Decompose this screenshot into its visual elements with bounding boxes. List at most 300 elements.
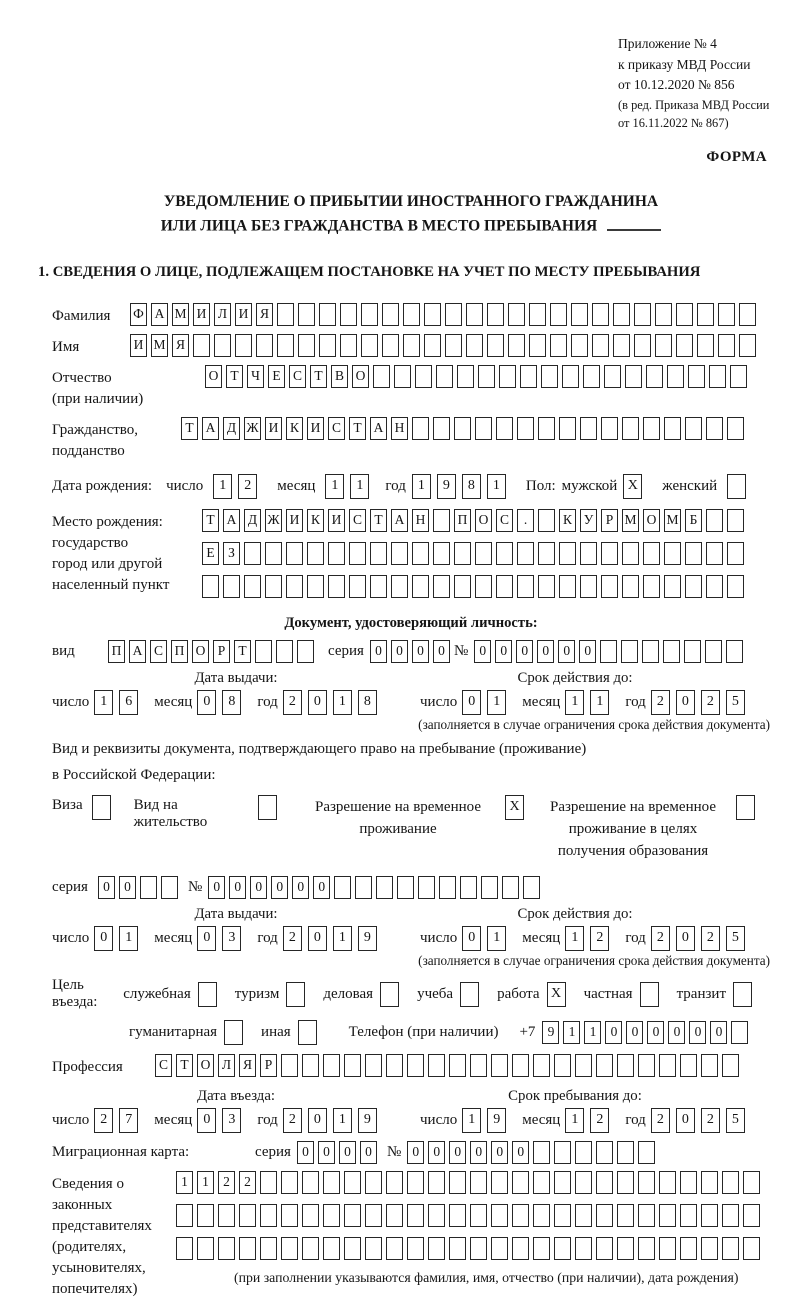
char-cell[interactable] <box>202 575 219 598</box>
char-cell[interactable] <box>218 1204 235 1227</box>
char-cell[interactable]: 0 <box>449 1141 466 1164</box>
char-cell[interactable]: 0 <box>250 876 267 899</box>
char-cell[interactable] <box>613 303 630 326</box>
char-cell[interactable]: . <box>517 509 534 532</box>
birth-month-input[interactable] <box>325 474 375 499</box>
char-cell[interactable] <box>496 542 513 565</box>
char-cell[interactable] <box>394 365 411 388</box>
char-cell[interactable]: И <box>130 334 147 357</box>
char-cell[interactable] <box>412 542 429 565</box>
char-cell[interactable]: И <box>265 417 282 440</box>
char-cell[interactable] <box>475 542 492 565</box>
char-cell[interactable] <box>475 417 492 440</box>
char-cell[interactable] <box>596 1237 613 1260</box>
char-cell[interactable]: 0 <box>689 1021 706 1044</box>
char-cell[interactable] <box>491 1204 508 1227</box>
char-cell[interactable] <box>575 1054 592 1077</box>
char-cell[interactable] <box>621 640 638 663</box>
residence-expiry-month[interactable] <box>565 926 615 951</box>
char-cell[interactable]: А <box>129 640 146 663</box>
char-cell[interactable] <box>260 1171 277 1194</box>
char-cell[interactable] <box>140 876 157 899</box>
char-cell[interactable] <box>403 334 420 357</box>
identity-issue-month[interactable] <box>197 690 247 715</box>
char-cell[interactable]: 2 <box>283 690 302 715</box>
char-cell[interactable]: Р <box>213 640 230 663</box>
birth-place-line2-input[interactable] <box>202 542 748 565</box>
char-cell[interactable] <box>659 1204 676 1227</box>
char-cell[interactable]: 0 <box>407 1141 424 1164</box>
char-cell[interactable]: 0 <box>676 1108 695 1133</box>
char-cell[interactable] <box>512 1237 529 1260</box>
char-cell[interactable] <box>491 1171 508 1194</box>
char-cell[interactable] <box>260 1237 277 1260</box>
migration-card-series-input[interactable] <box>297 1141 381 1164</box>
char-cell[interactable] <box>617 1237 634 1260</box>
migration-card-number-input[interactable] <box>407 1141 659 1164</box>
char-cell[interactable] <box>642 640 659 663</box>
char-cell[interactable] <box>487 303 504 326</box>
residence-issue-year[interactable] <box>283 926 383 951</box>
char-cell[interactable]: 0 <box>229 876 246 899</box>
char-cell[interactable] <box>391 542 408 565</box>
char-cell[interactable] <box>583 365 600 388</box>
char-cell[interactable] <box>298 1020 317 1045</box>
char-cell[interactable]: И <box>193 303 210 326</box>
char-cell[interactable]: 0 <box>208 876 225 899</box>
char-cell[interactable] <box>376 876 393 899</box>
char-cell[interactable] <box>244 575 261 598</box>
char-cell[interactable] <box>487 334 504 357</box>
char-cell[interactable]: 0 <box>516 640 533 663</box>
char-cell[interactable] <box>454 575 471 598</box>
char-cell[interactable]: 0 <box>512 1141 529 1164</box>
purpose-study-checkbox[interactable] <box>460 982 485 1007</box>
patronymic-input[interactable] <box>205 365 751 388</box>
char-cell[interactable] <box>680 1054 697 1077</box>
char-cell[interactable]: 1 <box>333 926 352 951</box>
char-cell[interactable]: 7 <box>119 1108 138 1133</box>
char-cell[interactable] <box>491 1054 508 1077</box>
char-cell[interactable] <box>663 640 680 663</box>
char-cell[interactable] <box>454 542 471 565</box>
char-cell[interactable] <box>418 876 435 899</box>
char-cell[interactable] <box>520 365 537 388</box>
char-cell[interactable]: 0 <box>197 1108 216 1133</box>
char-cell[interactable]: 1 <box>176 1171 193 1194</box>
char-cell[interactable]: М <box>622 509 639 532</box>
char-cell[interactable] <box>449 1204 466 1227</box>
char-cell[interactable] <box>428 1171 445 1194</box>
char-cell[interactable] <box>235 334 252 357</box>
char-cell[interactable] <box>349 542 366 565</box>
char-cell[interactable]: Р <box>260 1054 277 1077</box>
char-cell[interactable] <box>260 1204 277 1227</box>
char-cell[interactable] <box>276 640 293 663</box>
char-cell[interactable]: 1 <box>333 1108 352 1133</box>
char-cell[interactable]: 0 <box>360 1141 377 1164</box>
char-cell[interactable]: 1 <box>412 474 431 499</box>
char-cell[interactable] <box>457 365 474 388</box>
representatives-line1-input[interactable] <box>176 1171 764 1194</box>
char-cell[interactable] <box>512 1171 529 1194</box>
char-cell[interactable]: О <box>352 365 369 388</box>
char-cell[interactable]: О <box>205 365 222 388</box>
char-cell[interactable]: М <box>172 303 189 326</box>
char-cell[interactable]: 0 <box>313 876 330 899</box>
purpose-humanitarian-checkbox[interactable] <box>224 1020 249 1045</box>
char-cell[interactable] <box>727 474 746 499</box>
char-cell[interactable]: А <box>202 417 219 440</box>
char-cell[interactable] <box>470 1237 487 1260</box>
char-cell[interactable]: 1 <box>563 1021 580 1044</box>
char-cell[interactable] <box>176 1237 193 1260</box>
char-cell[interactable] <box>613 334 630 357</box>
char-cell[interactable] <box>655 334 672 357</box>
char-cell[interactable]: А <box>391 509 408 532</box>
char-cell[interactable] <box>680 1204 697 1227</box>
char-cell[interactable] <box>449 1237 466 1260</box>
char-cell[interactable] <box>718 334 735 357</box>
char-cell[interactable] <box>643 542 660 565</box>
char-cell[interactable] <box>365 1171 382 1194</box>
purpose-private-checkbox[interactable] <box>640 982 665 1007</box>
char-cell[interactable] <box>197 1237 214 1260</box>
char-cell[interactable] <box>302 1204 319 1227</box>
char-cell[interactable] <box>445 334 462 357</box>
stay-month[interactable] <box>565 1108 615 1133</box>
char-cell[interactable]: 0 <box>462 690 481 715</box>
char-cell[interactable]: 0 <box>197 926 216 951</box>
char-cell[interactable] <box>685 542 702 565</box>
char-cell[interactable]: 2 <box>701 926 720 951</box>
char-cell[interactable]: 5 <box>726 926 745 951</box>
char-cell[interactable] <box>407 1204 424 1227</box>
char-cell[interactable] <box>706 575 723 598</box>
char-cell[interactable]: 3 <box>222 926 241 951</box>
char-cell[interactable] <box>319 334 336 357</box>
phone-input[interactable] <box>542 1021 752 1044</box>
char-cell[interactable]: О <box>643 509 660 532</box>
char-cell[interactable]: 0 <box>308 690 327 715</box>
char-cell[interactable]: А <box>223 509 240 532</box>
char-cell[interactable] <box>403 303 420 326</box>
identity-doc-series-input[interactable] <box>370 640 454 663</box>
char-cell[interactable]: Т <box>226 365 243 388</box>
char-cell[interactable] <box>730 365 747 388</box>
char-cell[interactable]: 0 <box>558 640 575 663</box>
char-cell[interactable]: 0 <box>318 1141 335 1164</box>
char-cell[interactable] <box>424 334 441 357</box>
char-cell[interactable]: 5 <box>726 690 745 715</box>
purpose-other-checkbox[interactable] <box>298 1020 323 1045</box>
char-cell[interactable] <box>223 575 240 598</box>
char-cell[interactable]: Т <box>234 640 251 663</box>
char-cell[interactable]: У <box>580 509 597 532</box>
char-cell[interactable]: 8 <box>222 690 241 715</box>
char-cell[interactable]: В <box>331 365 348 388</box>
char-cell[interactable] <box>580 542 597 565</box>
char-cell[interactable] <box>496 417 513 440</box>
char-cell[interactable] <box>739 303 756 326</box>
char-cell[interactable] <box>533 1171 550 1194</box>
char-cell[interactable] <box>340 303 357 326</box>
char-cell[interactable] <box>391 575 408 598</box>
char-cell[interactable] <box>349 575 366 598</box>
representatives-line3-input[interactable] <box>176 1237 764 1260</box>
char-cell[interactable] <box>718 303 735 326</box>
char-cell[interactable] <box>592 334 609 357</box>
char-cell[interactable]: И <box>307 417 324 440</box>
char-cell[interactable] <box>224 1020 243 1045</box>
char-cell[interactable] <box>664 417 681 440</box>
char-cell[interactable] <box>424 303 441 326</box>
residence-issue-day[interactable] <box>94 926 144 951</box>
char-cell[interactable]: 0 <box>94 926 113 951</box>
char-cell[interactable]: М <box>664 509 681 532</box>
char-cell[interactable]: 0 <box>98 876 115 899</box>
char-cell[interactable]: 0 <box>491 1141 508 1164</box>
char-cell[interactable] <box>667 365 684 388</box>
char-cell[interactable] <box>433 575 450 598</box>
char-cell[interactable]: 1 <box>487 690 506 715</box>
char-cell[interactable]: 2 <box>283 1108 302 1133</box>
char-cell[interactable] <box>580 417 597 440</box>
char-cell[interactable] <box>302 1237 319 1260</box>
char-cell[interactable]: 2 <box>651 926 670 951</box>
char-cell[interactable] <box>541 365 558 388</box>
char-cell[interactable] <box>529 334 546 357</box>
char-cell[interactable] <box>538 417 555 440</box>
char-cell[interactable] <box>277 334 294 357</box>
char-cell[interactable] <box>386 1171 403 1194</box>
char-cell[interactable] <box>193 334 210 357</box>
char-cell[interactable]: 2 <box>651 690 670 715</box>
char-cell[interactable]: 2 <box>590 926 609 951</box>
char-cell[interactable]: 2 <box>239 1171 256 1194</box>
char-cell[interactable]: Я <box>256 303 273 326</box>
identity-issue-day[interactable] <box>94 690 144 715</box>
char-cell[interactable]: И <box>286 509 303 532</box>
char-cell[interactable] <box>580 575 597 598</box>
char-cell[interactable]: 0 <box>676 690 695 715</box>
char-cell[interactable] <box>622 575 639 598</box>
char-cell[interactable] <box>697 334 714 357</box>
birth-year-input[interactable] <box>412 474 512 499</box>
char-cell[interactable] <box>407 1237 424 1260</box>
char-cell[interactable] <box>286 982 305 1007</box>
char-cell[interactable]: 1 <box>119 926 138 951</box>
char-cell[interactable] <box>407 1054 424 1077</box>
char-cell[interactable]: 2 <box>238 474 257 499</box>
char-cell[interactable]: Н <box>412 509 429 532</box>
char-cell[interactable] <box>323 1237 340 1260</box>
char-cell[interactable] <box>370 575 387 598</box>
char-cell[interactable] <box>676 303 693 326</box>
char-cell[interactable]: П <box>171 640 188 663</box>
char-cell[interactable] <box>508 334 525 357</box>
char-cell[interactable] <box>502 876 519 899</box>
residence-doc-series-input[interactable] <box>98 876 182 899</box>
entry-day[interactable] <box>94 1108 144 1133</box>
char-cell[interactable] <box>449 1171 466 1194</box>
purpose-official-checkbox[interactable] <box>198 982 223 1007</box>
char-cell[interactable] <box>496 575 513 598</box>
char-cell[interactable]: 2 <box>701 1108 720 1133</box>
char-cell[interactable] <box>533 1141 550 1164</box>
char-cell[interactable] <box>726 640 743 663</box>
char-cell[interactable]: Ж <box>265 509 282 532</box>
char-cell[interactable]: 1 <box>94 690 113 715</box>
char-cell[interactable] <box>559 542 576 565</box>
sex-male-checkbox[interactable] <box>623 474 648 499</box>
char-cell[interactable]: Е <box>202 542 219 565</box>
char-cell[interactable]: 2 <box>590 1108 609 1133</box>
char-cell[interactable]: Д <box>244 509 261 532</box>
char-cell[interactable] <box>92 795 111 820</box>
char-cell[interactable] <box>680 1171 697 1194</box>
char-cell[interactable]: А <box>151 303 168 326</box>
char-cell[interactable]: Е <box>268 365 285 388</box>
char-cell[interactable] <box>328 542 345 565</box>
char-cell[interactable] <box>592 303 609 326</box>
char-cell[interactable]: 3 <box>222 1108 241 1133</box>
char-cell[interactable] <box>575 1171 592 1194</box>
char-cell[interactable] <box>523 876 540 899</box>
char-cell[interactable]: X <box>505 795 524 820</box>
char-cell[interactable] <box>706 542 723 565</box>
char-cell[interactable] <box>622 542 639 565</box>
identity-doc-kind-input[interactable] <box>108 640 318 663</box>
char-cell[interactable] <box>428 1054 445 1077</box>
char-cell[interactable] <box>344 1204 361 1227</box>
char-cell[interactable] <box>281 1171 298 1194</box>
char-cell[interactable] <box>328 575 345 598</box>
char-cell[interactable] <box>307 575 324 598</box>
char-cell[interactable] <box>298 334 315 357</box>
char-cell[interactable]: 1 <box>213 474 232 499</box>
char-cell[interactable] <box>733 982 752 1007</box>
char-cell[interactable] <box>302 1171 319 1194</box>
char-cell[interactable] <box>380 982 399 1007</box>
char-cell[interactable] <box>596 1054 613 1077</box>
char-cell[interactable]: Т <box>349 417 366 440</box>
char-cell[interactable] <box>601 575 618 598</box>
char-cell[interactable] <box>664 542 681 565</box>
char-cell[interactable]: 0 <box>474 640 491 663</box>
char-cell[interactable] <box>722 1054 739 1077</box>
char-cell[interactable] <box>239 1204 256 1227</box>
char-cell[interactable] <box>460 982 479 1007</box>
char-cell[interactable] <box>634 334 651 357</box>
char-cell[interactable] <box>722 1204 739 1227</box>
char-cell[interactable]: 0 <box>271 876 288 899</box>
char-cell[interactable] <box>596 1141 613 1164</box>
char-cell[interactable] <box>685 417 702 440</box>
char-cell[interactable] <box>334 876 351 899</box>
char-cell[interactable] <box>470 1204 487 1227</box>
char-cell[interactable] <box>255 640 272 663</box>
char-cell[interactable]: 0 <box>119 876 136 899</box>
char-cell[interactable]: Ч <box>247 365 264 388</box>
char-cell[interactable] <box>664 575 681 598</box>
char-cell[interactable]: 0 <box>370 640 387 663</box>
char-cell[interactable] <box>436 365 453 388</box>
char-cell[interactable] <box>386 1237 403 1260</box>
char-cell[interactable]: С <box>349 509 366 532</box>
char-cell[interactable]: Р <box>601 509 618 532</box>
char-cell[interactable]: К <box>307 509 324 532</box>
char-cell[interactable]: Я <box>239 1054 256 1077</box>
char-cell[interactable] <box>512 1204 529 1227</box>
char-cell[interactable]: И <box>235 303 252 326</box>
char-cell[interactable] <box>575 1141 592 1164</box>
char-cell[interactable] <box>538 509 555 532</box>
char-cell[interactable] <box>736 795 755 820</box>
char-cell[interactable]: X <box>623 474 642 499</box>
char-cell[interactable]: Л <box>214 303 231 326</box>
residence-expiry-day[interactable] <box>462 926 512 951</box>
char-cell[interactable] <box>449 1054 466 1077</box>
char-cell[interactable] <box>281 1237 298 1260</box>
char-cell[interactable]: 6 <box>119 690 138 715</box>
purpose-business-checkbox[interactable] <box>380 982 405 1007</box>
char-cell[interactable] <box>706 509 723 532</box>
char-cell[interactable] <box>365 1204 382 1227</box>
char-cell[interactable] <box>622 417 639 440</box>
char-cell[interactable]: X <box>547 982 566 1007</box>
char-cell[interactable]: 0 <box>433 640 450 663</box>
char-cell[interactable]: К <box>559 509 576 532</box>
char-cell[interactable]: О <box>475 509 492 532</box>
char-cell[interactable] <box>640 982 659 1007</box>
char-cell[interactable] <box>281 1054 298 1077</box>
char-cell[interactable] <box>743 1171 760 1194</box>
char-cell[interactable] <box>361 334 378 357</box>
char-cell[interactable] <box>365 1054 382 1077</box>
char-cell[interactable] <box>239 1237 256 1260</box>
char-cell[interactable]: 0 <box>428 1141 445 1164</box>
char-cell[interactable] <box>638 1237 655 1260</box>
char-cell[interactable] <box>214 334 231 357</box>
char-cell[interactable]: Т <box>310 365 327 388</box>
char-cell[interactable] <box>638 1171 655 1194</box>
char-cell[interactable] <box>386 1054 403 1077</box>
char-cell[interactable] <box>727 542 744 565</box>
char-cell[interactable]: Ф <box>130 303 147 326</box>
char-cell[interactable] <box>625 365 642 388</box>
char-cell[interactable] <box>475 575 492 598</box>
char-cell[interactable]: Т <box>370 509 387 532</box>
char-cell[interactable]: С <box>150 640 167 663</box>
char-cell[interactable] <box>533 1204 550 1227</box>
birth-day-input[interactable] <box>213 474 263 499</box>
char-cell[interactable] <box>554 1171 571 1194</box>
char-cell[interactable]: Т <box>176 1054 193 1077</box>
char-cell[interactable] <box>601 542 618 565</box>
char-cell[interactable] <box>571 334 588 357</box>
char-cell[interactable] <box>176 1204 193 1227</box>
char-cell[interactable]: 0 <box>339 1141 356 1164</box>
char-cell[interactable] <box>454 417 471 440</box>
char-cell[interactable] <box>676 334 693 357</box>
char-cell[interactable] <box>705 640 722 663</box>
char-cell[interactable] <box>319 303 336 326</box>
char-cell[interactable]: 0 <box>391 640 408 663</box>
char-cell[interactable] <box>743 1237 760 1260</box>
char-cell[interactable]: 1 <box>565 1108 584 1133</box>
char-cell[interactable] <box>701 1237 718 1260</box>
